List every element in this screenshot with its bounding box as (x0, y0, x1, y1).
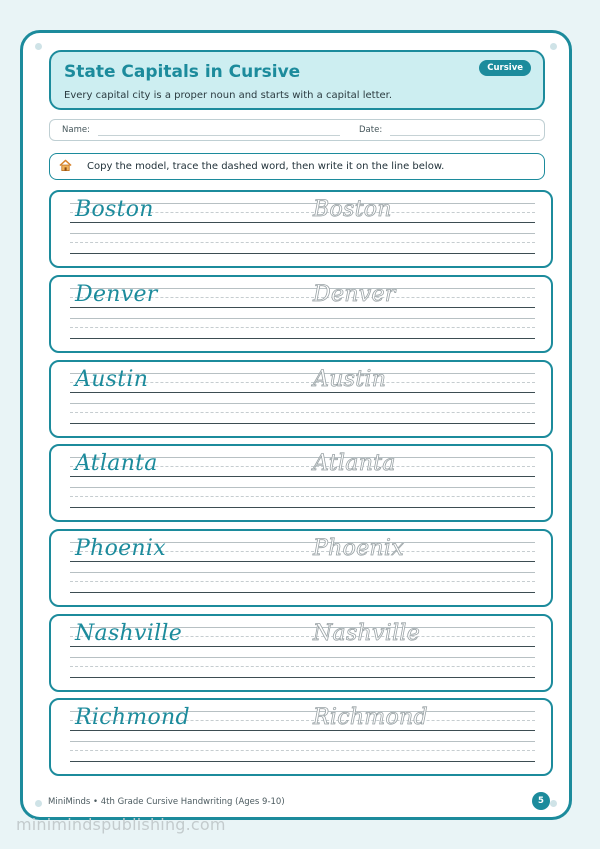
writing-baseline[interactable] (70, 507, 535, 508)
date-field[interactable] (390, 135, 540, 136)
name-field[interactable] (98, 135, 340, 136)
corner-dot (550, 43, 557, 50)
page-title: State Capitals in Cursive (64, 62, 301, 82)
guide-line (70, 496, 535, 497)
guide-line (70, 242, 535, 243)
model-word: Richmond (75, 705, 190, 730)
practice-card (49, 698, 553, 776)
trace-word[interactable]: Phoenix (313, 536, 404, 561)
guide-line (70, 581, 535, 582)
practice-card (49, 529, 553, 607)
model-word: Boston (75, 197, 154, 222)
writing-baseline (70, 392, 535, 393)
name-label: Name: (62, 125, 90, 135)
writing-baseline[interactable] (70, 338, 535, 339)
guide-line (70, 412, 535, 413)
trace-word[interactable]: Atlanta (313, 451, 396, 476)
practice-card (49, 614, 553, 692)
guide-line (70, 741, 535, 742)
watermark: minimindspublishing.com (16, 815, 226, 834)
trace-word[interactable]: Richmond (313, 705, 428, 730)
category-badge: Cursive (479, 60, 531, 76)
house-icon (59, 159, 72, 172)
guide-line (70, 318, 535, 319)
practice-card (49, 190, 553, 268)
guide-line (70, 572, 535, 573)
guide-line (70, 750, 535, 751)
model-word: Phoenix (75, 536, 166, 561)
practice-card (49, 275, 553, 353)
guide-line (70, 487, 535, 488)
trace-word[interactable]: Boston (313, 197, 392, 222)
model-word: Austin (75, 367, 149, 392)
worksheet-page (20, 30, 572, 820)
guide-line (70, 403, 535, 404)
guide-line (70, 327, 535, 328)
instruction-text: Copy the model, trace the dashed word, then write it on the line below. (87, 161, 445, 172)
writing-baseline[interactable] (70, 592, 535, 593)
writing-baseline (70, 222, 535, 223)
instruction-bar (49, 153, 545, 180)
name-date-bar (49, 119, 545, 141)
footer-text: MiniMinds • 4th Grade Cursive Handwriting (Ages 9-10) (48, 797, 285, 807)
trace-word[interactable]: Denver (313, 282, 396, 307)
corner-dot (35, 800, 42, 807)
trace-word[interactable]: Austin (313, 367, 387, 392)
model-word: Denver (75, 282, 158, 307)
trace-word[interactable]: Nashville (313, 621, 421, 646)
writing-baseline[interactable] (70, 761, 535, 762)
writing-baseline (70, 730, 535, 731)
writing-baseline[interactable] (70, 423, 535, 424)
corner-dot (35, 43, 42, 50)
writing-baseline[interactable] (70, 253, 535, 254)
writing-baseline (70, 476, 535, 477)
page-subtitle: Every capital city is a proper noun and starts with a capital letter. (64, 90, 393, 101)
practice-card (49, 444, 553, 522)
guide-line (70, 666, 535, 667)
title-banner (49, 50, 545, 110)
page-number: 5 (532, 792, 550, 810)
model-word: Atlanta (75, 451, 158, 476)
writing-baseline (70, 561, 535, 562)
writing-baseline (70, 307, 535, 308)
writing-baseline (70, 646, 535, 647)
corner-dot (550, 800, 557, 807)
guide-line (70, 657, 535, 658)
date-label: Date: (359, 125, 383, 135)
writing-baseline[interactable] (70, 677, 535, 678)
model-word: Nashville (75, 621, 183, 646)
practice-card (49, 360, 553, 438)
guide-line (70, 233, 535, 234)
